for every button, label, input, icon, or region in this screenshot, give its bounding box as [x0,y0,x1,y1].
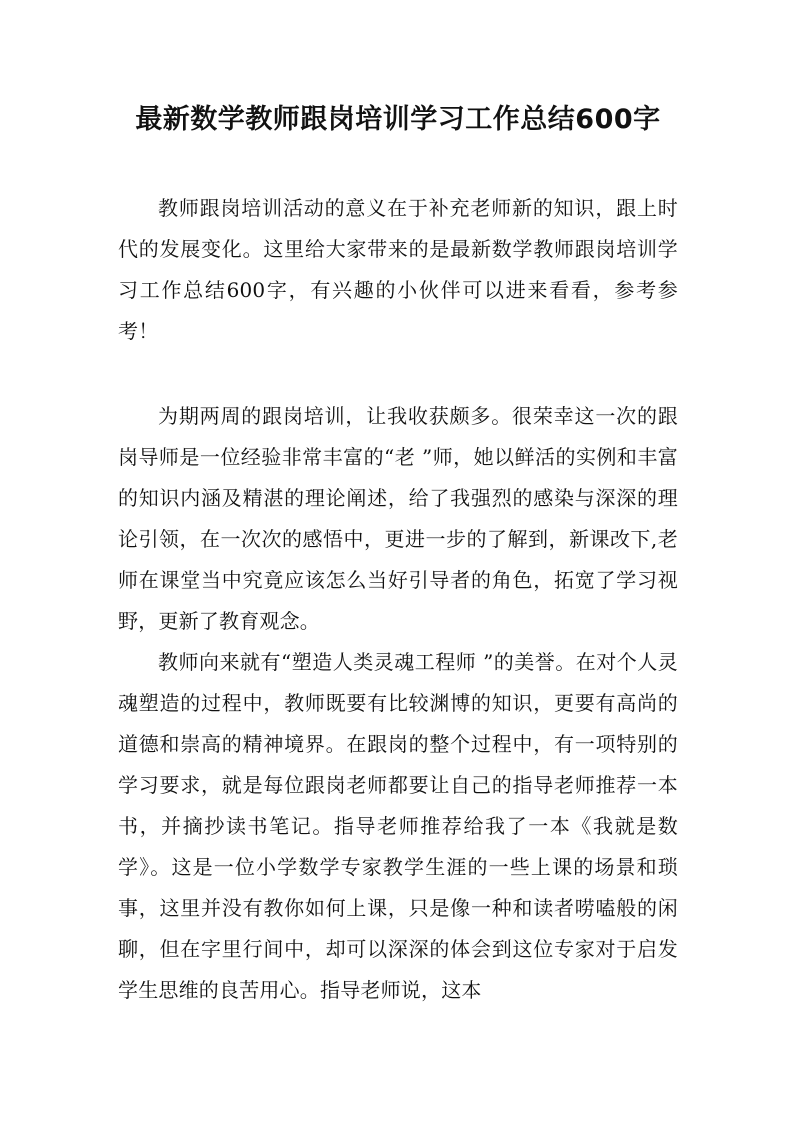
body-paragraph-1: 为期两周的跟岗培训，让我收获颇多。很荣幸这一次的跟岗导师是一位经验非常丰富的“老 ”师，她以鲜活的实例和丰富的知识内涵及精湛的理论阐述，给了我强烈的感染与深深的理论引领，在一次次的感悟中，更进一步的了解到，新课改下,老师在课堂当中究竟应该怎么当好引导者的角色，拓宽了学习视野，更新了教育观念。 [118,404,678,633]
document-body [118,188,678,1011]
document-title: 最新数学教师跟岗培训学习工作总结600字 [135,104,661,135]
body-paragraph-2: 教师向来就有“塑造人类灵魂工程师 ”的美誉。在对个人灵魂塑造的过程中，教师既要有比较渊博的知识，更要有高尚的道德和崇高的精神境界。在跟岗的整个过程中，有一项特别的学习要求，就是每位跟岗老师都要让自己的指导老师推荐一本书，并摘抄读书笔记。指导老师推荐给我了一本《我就是数学》。这是一位小学数学专家教学生涯的一些上课的场景和琐事，这里并没有教你如何上课，只是像一种和读者唠嗑般的闲聊，但在字里行间中，却可以深深的体会到这位专家对于启发学生思维的良苦用心。指导老师说，这本 [118,650,678,1002]
intro-paragraph: 教师跟岗培训活动的意义在于补充老师新的知识，跟上时代的发展变化。这里给大家带来的是最新数学教师跟岗培训学习工作总结600字，有兴趣的小伙伴可以进来看看，参考参考！ [118,196,678,343]
